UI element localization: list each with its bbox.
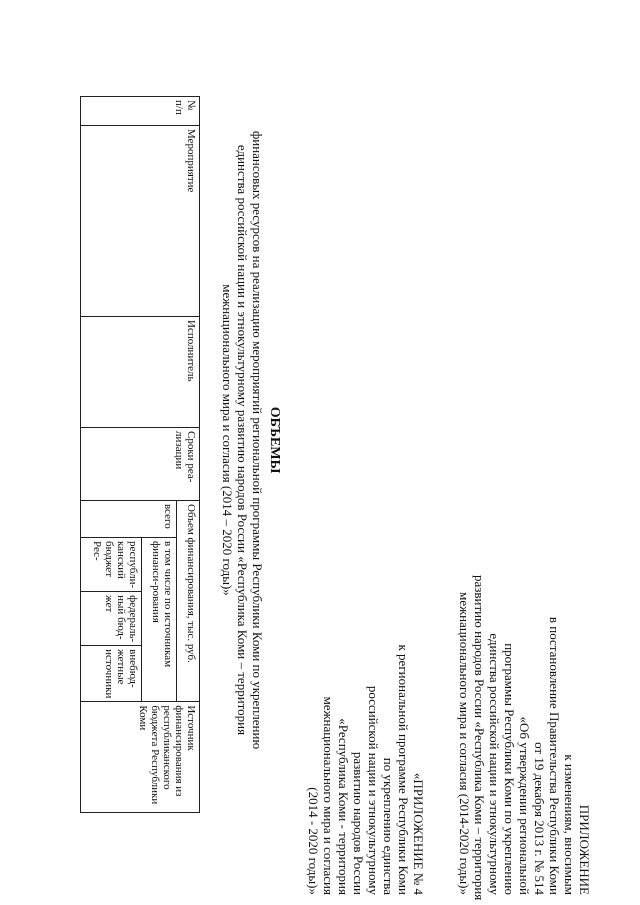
header-executor: Исполнитель xyxy=(81,317,200,428)
appendix-line: к изменениям, вносимым xyxy=(562,754,577,895)
header-num: № п/п xyxy=(81,97,200,126)
header-volume: Объем финансирования, тыс. руб. xyxy=(177,501,200,702)
appendix-line: «Об утверждении региональной xyxy=(517,716,532,895)
header-total: всего xyxy=(81,501,177,538)
appendix-line: развитию народов России «Республика Коми – территория xyxy=(472,575,487,901)
header-measure: Мероприятие xyxy=(81,126,200,317)
appendix-line: ПРИЛОЖЕНИЕ xyxy=(577,804,592,895)
appendix4-line: к региональной программе Республики Коми xyxy=(396,644,411,895)
appendix-line: единства российской нации и этнокультурному xyxy=(487,633,502,895)
appendix4-block xyxy=(306,575,426,895)
appendix-block xyxy=(457,575,592,901)
finance-table xyxy=(80,96,200,813)
appendix4-line: (2014 - 2020 годы)» xyxy=(306,787,321,895)
header-extra: внебюд-жетные источники xyxy=(81,646,142,702)
appendix4-line: развитию народов России xyxy=(351,751,366,895)
document-heading xyxy=(220,20,282,860)
appendix4-line: российской нации и этнокультурному xyxy=(366,685,381,895)
header-source: Источник финансирования из республиканского бюджета Республики Коми xyxy=(81,702,200,813)
appendix-line: программы Республики Коми по укреплению xyxy=(502,643,517,895)
appendix-line: в постановление Правительства Республики Коми xyxy=(547,616,562,895)
heading-line: межнационального мира и согласия (2014 – 2020 годы)» xyxy=(220,284,235,596)
appendix4-line: по укреплению единства xyxy=(381,757,396,895)
heading-title: ОБЪЕМЫ xyxy=(267,406,282,474)
appendix-line: от 19 декабря 2013 г. № 514 xyxy=(532,742,547,895)
appendix4-line: межнационального мира и согласия xyxy=(321,696,336,895)
header-rep-budget: республи-канский бюджет Рес- xyxy=(81,538,142,592)
appendix4-line: «ПРИЛОЖЕНИЕ № 4 xyxy=(411,772,426,895)
header-fed-budget: федераль-ный бюд-жет xyxy=(81,592,142,646)
appendix-line: межнационального мира и согласия (2014-2020 годы)» xyxy=(457,592,472,895)
table-header-row xyxy=(177,97,200,813)
heading-line: финансовых ресурсов на реализацию мероприятий региональной программы Республики Коми по укреплению xyxy=(250,130,265,750)
header-including: в том числе по источникам финанси-рования xyxy=(142,538,177,702)
heading-line: единства российской нации и этнокультурному развитию народов России «Республика Коми – территория xyxy=(235,144,250,736)
header-term: Сроки реа-лизации xyxy=(81,428,200,501)
appendix4-line: «Республика Коми - территория xyxy=(336,718,351,895)
